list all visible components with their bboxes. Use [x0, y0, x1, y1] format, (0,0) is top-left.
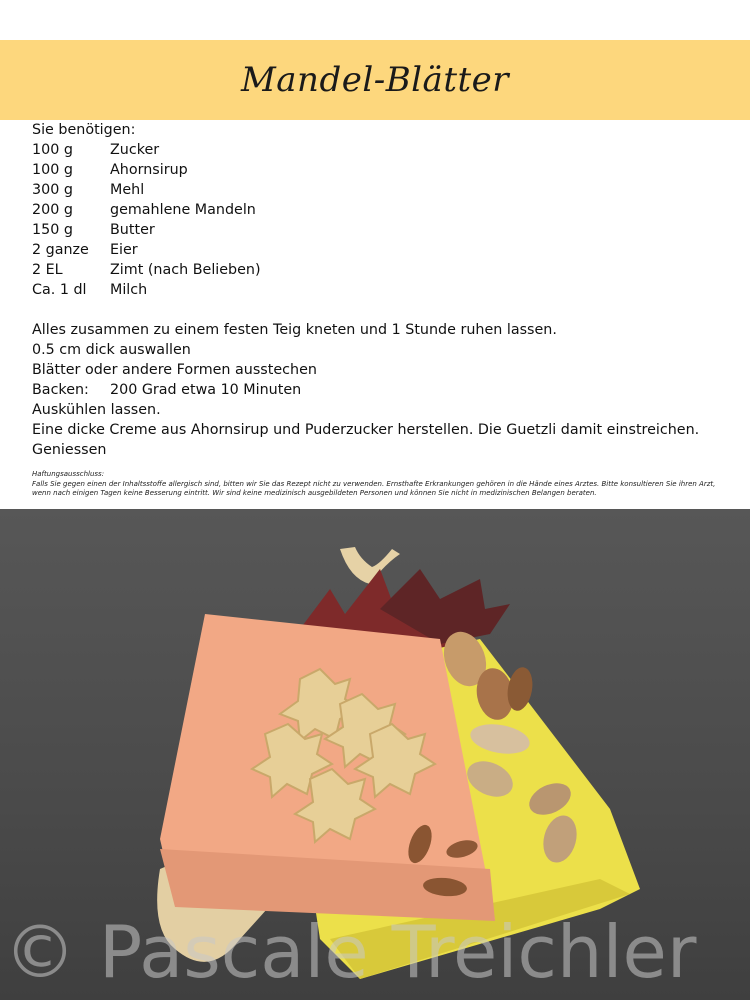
step-cool: Auskühlen lassen. [32, 402, 161, 418]
ingredient-qty: 200 g [32, 202, 73, 218]
ingredient-item: Butter [110, 222, 155, 238]
ingredient-qty: 100 g [32, 142, 73, 158]
recipe-content [32, 120, 722, 499]
ingredient-qty: 2 ganze [32, 242, 89, 258]
photo-watermark: © Pascale Treichler [4, 910, 697, 994]
ingredients-intro: Sie benötigen: [32, 122, 136, 138]
ingredient-row [32, 200, 722, 220]
ingredient-row [32, 240, 722, 260]
title-band [0, 40, 750, 120]
ingredient-qty: 100 g [32, 162, 73, 178]
bake-value: 200 Grad etwa 10 Minuten [110, 382, 302, 398]
ingredient-qty: Ca. 1 dl [32, 282, 87, 298]
ingredient-row [32, 160, 722, 180]
ingredient-item: Mehl [110, 182, 145, 198]
wood-branch [340, 547, 400, 584]
ingredient-item: Milch [110, 282, 148, 298]
ingredient-item: gemahlene Mandeln [110, 202, 256, 218]
ingredient-row [32, 280, 722, 300]
ingredient-row [32, 260, 722, 280]
instructions [32, 320, 722, 460]
ingredient-item: Zimt (nach Belieben) [110, 262, 261, 278]
ingredient-item: Eier [110, 242, 138, 258]
disclaimer [32, 470, 722, 499]
disclaimer-text: Falls Sie gegen einen der Inhaltsstoffe allergisch sind, bitten wir Sie das Rezept nicht zu verwenden. Ernsthafte Erkrankungen gehören in die Hände eines Arztes. Bitte konsultieren Sie ihren Arzt, wenn nach einigen Tagen keine Besserung eintritt. Wir sind keine medizinisch ausgebildeten Personen und können Sie nicht in medizinischen Belangen beraten. [32, 479, 716, 497]
recipe-title: Mandel-Blätter [240, 60, 510, 100]
step-roll: 0.5 cm dick auswallen [32, 342, 191, 358]
ingredient-list [32, 140, 722, 300]
ingredient-row [32, 140, 722, 160]
step-bake [32, 380, 722, 400]
step-glaze: Eine dicke Creme aus Ahornsirup und Puderzucker herstellen. Die Guetzli damit einstreichen. [32, 422, 700, 438]
ingredient-item: Ahornsirup [110, 162, 188, 178]
spacer [32, 300, 722, 320]
ingredient-qty: 2 EL [32, 262, 63, 278]
step-enjoy: Geniessen [32, 442, 107, 458]
bake-label: Backen: [32, 382, 89, 398]
ingredient-qty: 300 g [32, 182, 73, 198]
step-knead: Alles zusammen zu einem festen Teig kneten und 1 Stunde ruhen lassen. [32, 322, 557, 338]
ingredient-row [32, 220, 722, 240]
ingredient-row [32, 180, 722, 200]
ingredient-item: Zucker [110, 142, 160, 158]
step-cut: Blätter oder andere Formen ausstechen [32, 362, 317, 378]
disclaimer-heading: Haftungsausschluss: [32, 470, 105, 478]
ingredient-qty: 150 g [32, 222, 73, 238]
